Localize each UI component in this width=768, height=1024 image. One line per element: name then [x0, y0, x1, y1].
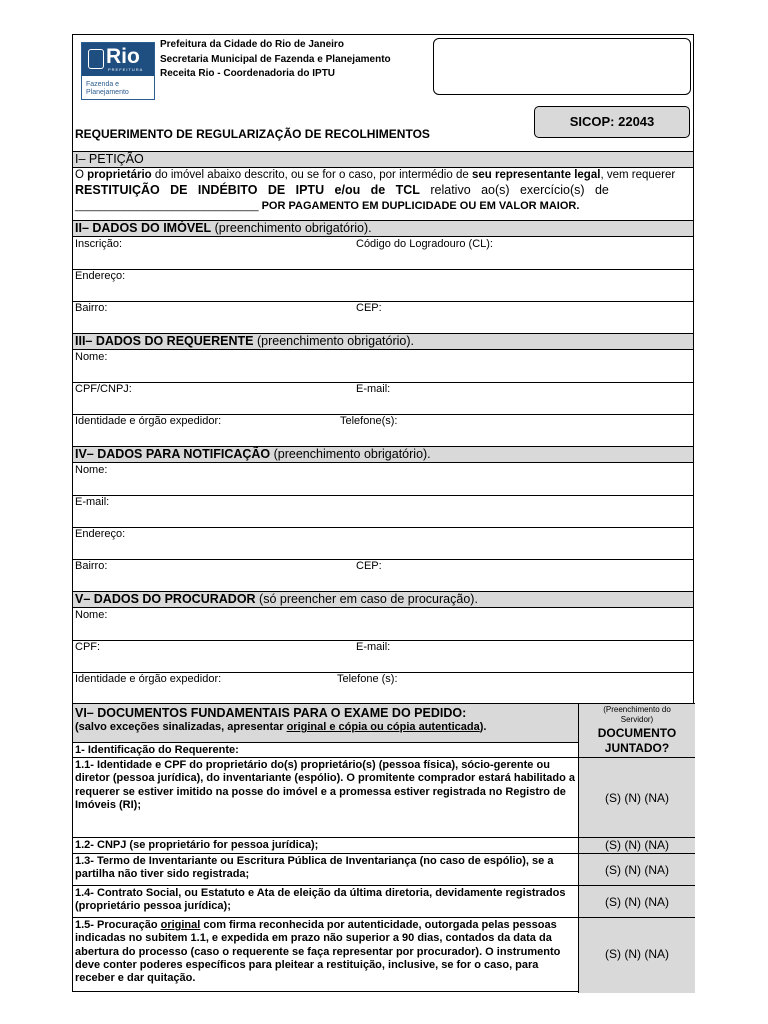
petition-legal-rep: seu representante legal	[471, 169, 601, 181]
requerimento-form	[72, 34, 694, 992]
email-procurador-field[interactable]: E-mail:	[356, 641, 391, 653]
servidor-note: (Preenchimento do Servidor)	[603, 705, 671, 724]
prefeitura-rio-logo	[81, 42, 155, 100]
divider	[73, 269, 693, 270]
section-6-title: VI– DOCUMENTOS FUNDAMENTAIS PARA O EXAME DO PEDIDO:	[75, 706, 467, 720]
inscricao-field[interactable]: Inscrição:	[75, 238, 123, 250]
petition-reason: POR PAGAMENTO EM DUPLICIDADE OU EM VALOR MAIOR.	[258, 200, 580, 212]
telefone-procurador-field[interactable]: Telefone (s):	[337, 673, 398, 685]
petition-restitution: RESTITUIÇÃO DE INDÉBITO DE IPTU e/ou de TCL	[75, 183, 420, 197]
city-crest-icon	[88, 49, 104, 69]
divider	[73, 527, 693, 528]
section-6-header	[73, 703, 579, 743]
bairro-imovel-field[interactable]: Bairro:	[75, 302, 108, 314]
bairro-notificacao-field[interactable]: Bairro:	[75, 560, 108, 572]
petition-owner: proprietário	[87, 169, 152, 181]
cpf-procurador-field[interactable]: CPF:	[75, 641, 101, 653]
section-2-note: (preenchimento obrigatório).	[211, 221, 372, 235]
divider	[73, 301, 693, 302]
petition-line-3	[75, 199, 691, 213]
item-1-5-original: original	[160, 919, 201, 931]
identidade-requerente-field[interactable]: Identidade e órgão expedidor:	[75, 415, 222, 427]
header-line-1: Prefeitura da Cidade do Rio de Janeiro	[160, 39, 344, 50]
divider	[73, 559, 693, 560]
item-1-4-choices[interactable]: (S) (N) (NA)	[605, 895, 669, 909]
section-3-title: III– DADOS DO REQUERENTE	[75, 334, 254, 348]
section-4-title: IV– DADOS PARA NOTIFICAÇÃO	[75, 447, 271, 461]
protocol-stamp-box[interactable]	[433, 38, 691, 95]
section-5-title: V– DADOS DO PROCURADOR	[75, 592, 256, 606]
divider	[73, 917, 695, 918]
subtitle-prefix: (salvo exceções sinalizadas, apresentar	[75, 721, 287, 733]
divider	[73, 495, 693, 496]
group-1-label: 1- Identificação do Requerente:	[75, 744, 239, 756]
section-5-header	[73, 591, 693, 608]
section-1-header	[73, 151, 693, 168]
subtitle-underlined: original e cópia ou cópia autenticada	[286, 721, 480, 733]
item-1-1-text: 1.1- Identidade e CPF do proprietário do(s) proprietário(s) (pessoa física), sócio-gerente ou diretor (pessoa jurídica), do inventariante (espólio). O promitente comprador estará habilitado a requerer se estiver imitido na posse do imóvel e a promessa estiver registrada no Registro de Imóveis (RI);	[75, 759, 575, 811]
item-1-3-text: 1.3- Termo de Inventariante ou Escritura Pública de Inventariança (no caso de espólio), se a partilha não tiver sido registrada;	[75, 855, 554, 881]
endereco-notificacao-field[interactable]: Endereço:	[75, 528, 126, 540]
logo-caption-2: Planejamento	[86, 89, 129, 96]
section-4-note: (preenchimento obrigatório).	[270, 447, 431, 461]
telefone-requerente-field[interactable]: Telefone(s):	[340, 415, 398, 427]
section-2-header	[73, 220, 693, 237]
section-2-title: II– DADOS DO IMÓVEL	[75, 221, 212, 235]
divider	[73, 885, 695, 886]
petition-prefix: O	[75, 169, 88, 181]
petition-line-2	[75, 183, 691, 198]
petition-exercise: relativo ao(s) exercício(s) de	[419, 183, 609, 197]
nome-requerente-field[interactable]: Nome:	[75, 351, 108, 363]
email-requerente-field[interactable]: E-mail:	[356, 383, 391, 395]
item-1-5-choices[interactable]: (S) (N) (NA)	[605, 947, 669, 961]
petition-text-1: do imóvel abaixo descrito, ou se for o caso, por intermédio de	[151, 169, 472, 181]
item-1-4-text: 1.4- Contrato Social, ou Estatuto e Ata de eleição da última diretoria, devidamente registrados (proprietário pessoa jurídica);	[75, 887, 566, 913]
documento-header: DOCUMENTO	[597, 726, 677, 740]
section-4-header	[73, 446, 693, 463]
divider	[73, 757, 695, 758]
item-1-5-text	[75, 919, 575, 985]
divider	[73, 853, 695, 854]
section-1-title: I– PETIÇÃO	[75, 152, 144, 166]
header-line-3: Receita Rio - Coordenadoria do IPTU	[160, 68, 336, 79]
section-3-header	[73, 333, 693, 350]
form-title: REQUERIMENTO DE REGULARIZAÇÃO DE RECOLHIMENTOS	[75, 127, 430, 141]
cpf-requerente-field[interactable]: CPF/CNPJ:	[75, 383, 132, 395]
header-line-2: Secretaria Municipal de Fazenda e Planejamento	[160, 54, 391, 65]
logo-caption-1: Fazenda e	[86, 81, 120, 88]
cep-imovel-field[interactable]: CEP:	[356, 302, 382, 314]
logo-word: Rio	[106, 45, 140, 68]
item-1-2-text: 1.2- CNPJ (se proprietário for pessoa jurídica);	[75, 839, 319, 851]
endereco-imovel-field[interactable]: Endereço:	[75, 270, 126, 282]
petition-text-2: , vem requerer	[600, 169, 676, 181]
email-notificacao-field[interactable]: E-mail:	[75, 496, 110, 508]
sicop-badge: SICOP: 22043	[534, 106, 690, 138]
item-1-1-choices[interactable]: (S) (N) (NA)	[605, 791, 669, 805]
section-3-note: (preenchimento obrigatório).	[253, 334, 414, 348]
identidade-procurador-field[interactable]: Identidade e órgão expedidor:	[75, 673, 222, 685]
item-1-3-choices[interactable]: (S) (N) (NA)	[605, 863, 669, 877]
exercise-blank[interactable]: ______________________________	[75, 200, 259, 212]
cep-notificacao-field[interactable]: CEP:	[356, 560, 382, 572]
logo-sub: PREFEITURA	[108, 67, 144, 72]
petition-line-1	[75, 168, 691, 182]
item-1-5-prefix: 1.5- Procuração	[75, 919, 161, 931]
nome-procurador-field[interactable]: Nome:	[75, 609, 108, 621]
codigo-logradouro-field[interactable]: Código do Logradouro (CL):	[356, 238, 493, 250]
nome-notificacao-field[interactable]: Nome:	[75, 464, 108, 476]
section-5-note: (só preencher em caso de procuração).	[255, 592, 478, 606]
item-1-5-rest: com firma reconhecida por autenticidade, outorgada pelas pessoas indicadas no subitem 1.1, e expedida em prazo não superior a 90 dias, contados da data da abertura do processo (caso o requerente se faça representar por procurador). O instrumento deve conter poderes específicos para pleitear a restituição, inclusive, se for o caso, para receber e dar quitação.	[75, 919, 561, 985]
item-1-2-choices[interactable]: (S) (N) (NA)	[605, 838, 669, 852]
section-6-subtitle	[75, 721, 486, 733]
juntado-header: JUNTADO?	[604, 741, 670, 755]
subtitle-suffix: ).	[479, 721, 487, 733]
